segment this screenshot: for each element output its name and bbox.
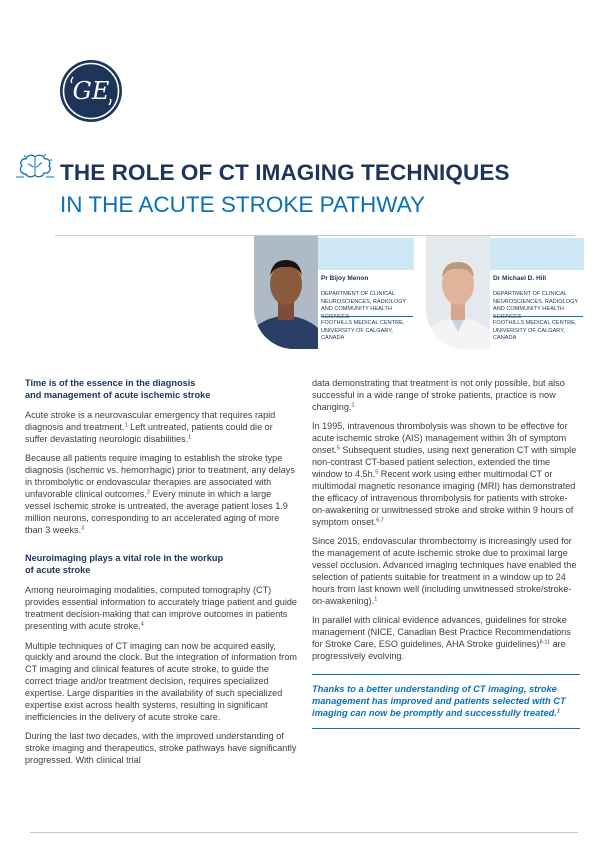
divider [321,316,413,317]
divider [312,728,580,729]
paragraph: Since 2015, endovascular thrombectomy is increasingly used for the management of acute ischemic stroke due to proximal large vessel occlusion. Advanced imaging techniques have enabled the selection of patients suitable for treatment in a window up to 24 hours from last known well (including unwitnessed stroke/stroke-on-awakening).$^1$ [312,536,577,606]
paragraph: data demonstrating that treatment is not only possible, but also successful in a wide range of stroke patients, practice is now changing.$^1$ [312,378,565,412]
author-name: Pr Bijoy Menon [321,275,369,282]
author-department: DEPARTMENT OF CLINICAL NEUROSCIENCES, RADIOLOGY AND COMMUNITY HEALTH [321,291,407,313]
section-heading: Neuroimaging plays a vital role in the workup of acute stroke [25,553,224,576]
right-column [312,378,580,729]
paragraph: During the last two decades, with the improved understanding of stroke imaging and therapeutics, stroke pathways have significantly progressed. With clinical trial [25,731,297,766]
divider [493,316,583,317]
paragraph: Among neuroimaging modalities, computed tomography (CT) provides essential information to accurately triage patient and guide treatment decision-making that can improve outcomes in patients presenting with acute stroke.$^4$ [25,585,297,631]
author-institution: FOOTHILLS MEDICAL CENTRE, UNIVERSITY OF CALGARY, CANADA [321,320,405,342]
author-photo [426,236,490,349]
left-column [25,378,297,775]
callout-quote: Thanks to a better understanding of CT imaging, stroke management has improved and patients selected with CT imaging can now be promptly and successfully treated.$^1$ [312,683,566,718]
author-photo [254,236,318,349]
paragraph: In parallel with clinical evidence advances, guidelines for stroke management (NICE, Canadian Best Practice Recommendations for Stroke Care, ESO guidelines, AHA Stroke guidelines)$^{8-11}$ are progressively evolving. [312,615,571,661]
paragraph: In 1995, intravenous thrombolysis was shown to be effective for acute ischemic stroke (AIS) management within 3h of symptom onset.$^5$ Subsequent studies, using next generation CT with simple non-contrast CT-based patient selection, extended the time window to 4.5h.$^5$ Recent work using either multimodal CT or multimodal magnetic resonance imaging (MRI) has demonstrated the efficacy of intravenous thrombolysis for patients with stroke-on-awakening or unwitnessed stroke and stroke within 9 hours of symptom onset.$^{6,7}$ [312,421,577,527]
section-heading: Time is of the essence in the diagnosis and management of acute ischemic stroke [25,378,211,400]
brain-icon [16,152,54,182]
divider [30,832,578,833]
author-institution: FOOTHILLS MEDICAL CENTRE, UNIVERSITY OF CALGARY, CANADA [493,320,577,342]
author-name: Dr Michael D. Hill [493,275,547,282]
svg-text:GE: GE [72,77,110,105]
page-title: THE ROLE OF CT IMAGING TECHNIQUES [60,160,510,185]
paragraph: Acute stroke is a neurovascular emergency that requires rapid diagnosis and treatment.$^1$ Left untreated, patients could die or suffer devastating neurologic disabilities.$^1$ [25,409,276,444]
divider [312,674,580,675]
paragraph: Multiple techniques of CT imaging can now be acquired easily, quickly and around the clock. But the integration of information from CT imaging and clinical features of acute stroke, to guide the correct triage and/or treatment decision, requires specialized expertise. Large disparities in the availability of such specialized expertise exist across health systems, resulting in significant inefficiencies in the delivery of acute stroke care. [25,640,297,722]
page-subtitle: IN THE ACUTE STROKE PATHWAY [60,192,426,217]
paragraph: Because all patients require imaging to establish the stroke type diagnosis (ischemic vs. hemorrhagic) prior to treatment, any delays in thrombolytic or endovascular therapies are associated with unfavorable clinical outcomes.$^2$ Every minute in which a large vessel ischemic stroke is untreated, the average patient loses 1.9 million neurons, corresponding to an accelerated aging of more than 3 weeks.$^3$ [25,453,295,535]
author-card-header [490,238,584,270]
ge-logo [60,60,122,122]
author-department: DEPARTMENT OF CLINICAL NEUROSCIENCES, RADIOLOGY AND COMMUNITY HEALTH [493,291,579,313]
author-card-header [318,238,414,270]
